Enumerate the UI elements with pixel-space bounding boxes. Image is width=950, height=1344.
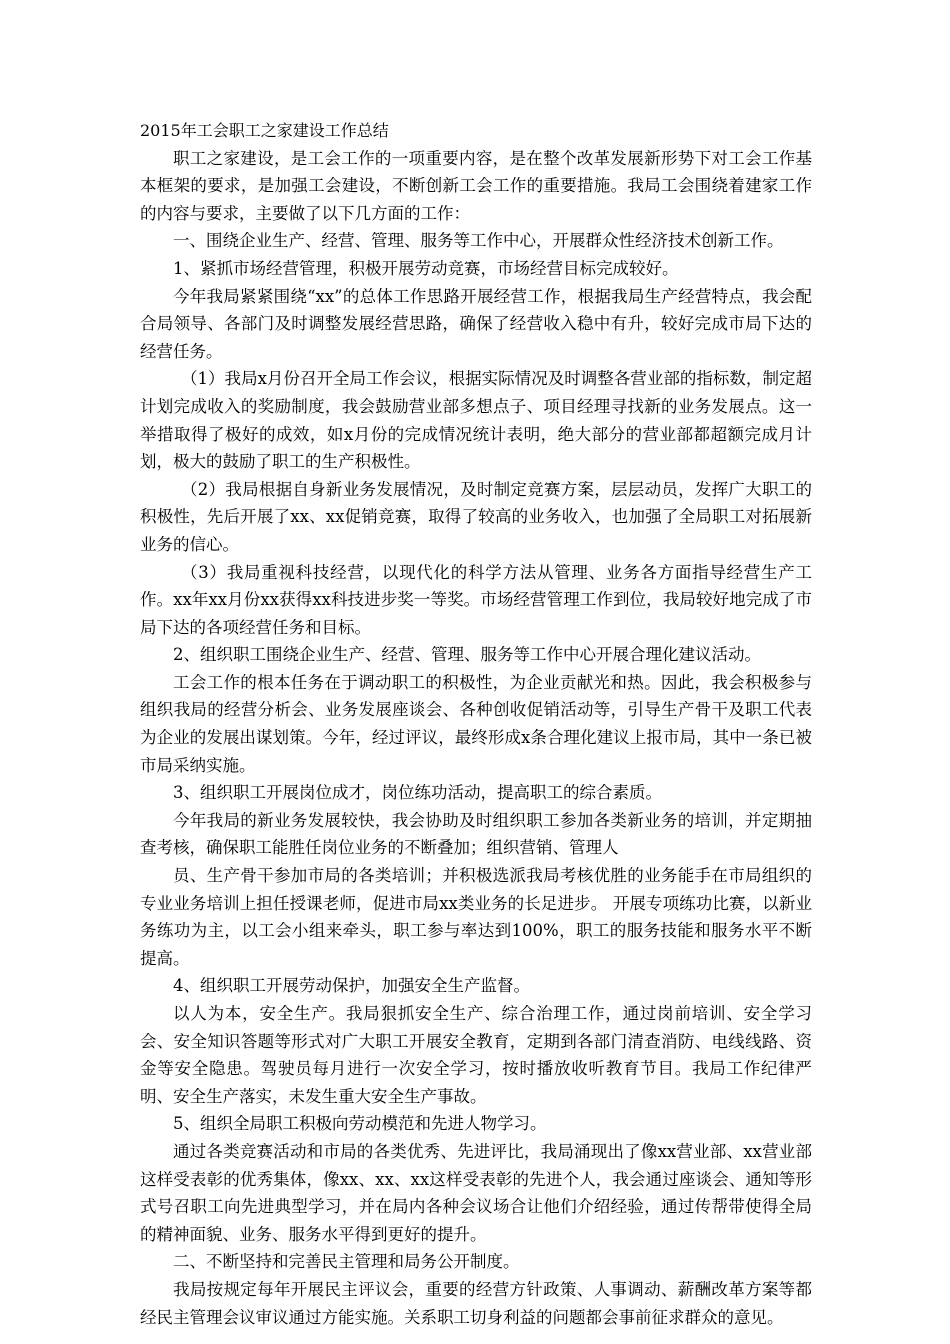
paragraph: 工会工作的根本任务在于调动职工的积极性，为企业贡献光和热。因此，我会积极参与组织我局的经营分析会、业务发展座谈会、各种创收促销活动等，引导生产骨干及职工代表为企业的发展出谋划策。今年，经过评议，最终形成x条合理化建议上报市局，其中一条已被市局采纳实施。: [140, 672, 812, 775]
paragraph: 今年我局紧紧围绕“xx”的总体工作思路开展经营工作，根据我局生产经营特点，我会配合局领导、各部门及时调整发展经营思路，确保了经营收入稳中有升，较好完成市局下达的经营任务。: [140, 286, 812, 361]
section-heading-2: 二、不断坚持和完善民主管理和局务公开制度。: [173, 1252, 520, 1272]
paragraph: 今年我局的新业务发展较快，我会协助及时组织职工参加各类新业务的培训，并定期抽查考核，确保职工能胜任岗位业务的不断叠加；组织营销、管理人: [140, 810, 812, 858]
document-body: [140, 117, 812, 1331]
subsection-heading-3: 3、组织职工开展岗位成才，岗位练功活动，提高职工的综合素质。: [173, 783, 662, 803]
list-item-2: （2）我局根据自身新业务发展情况，及时制定竞赛方案，层层动员，发挥广大职工的积极性，先后开展了xx、xx促销竞赛，取得了较高的业务收入，也加强了全局职工对拓展新业务的信心。: [140, 479, 812, 554]
paragraph-intro: 职工之家建设，是工会工作的一项重要内容，是在整个改革发展新形势下对工会工作基本框架的要求，是加强工会建设，不断创新工会工作的重要措施。我局工会围绕着建家工作的内容与要求，主要做了以下几方面的工作：: [140, 148, 812, 223]
subsection-heading-1: 1、紧抓市场经营管理，积极开展劳动竞赛，市场经营目标完成较好。: [173, 258, 679, 278]
subsection-heading-2: 2、组织职工围绕企业生产、经营、管理、服务等工作中心开展合理化建议活动。: [173, 645, 761, 665]
paragraph: 我局按规定每年开展民主评议会，重要的经营方针政策、人事调动、薪酬改革方案等都经民主管理会议审议通过方能实施。关系职工切身利益的问题都会事前征求群众的意见。: [140, 1279, 812, 1327]
list-item-3: （3）我局重视科技经营，以现代化的科学方法从管理、业务各方面指导经营生产工作。xx年xx月份xx获得xx科技进步奖一等奖。市场经营管理工作到位，我局较好地完成了市局下达的各项经营任务和目标。: [140, 562, 812, 637]
subsection-heading-5: 5、组织全局职工积极向劳动模范和先进人物学习。: [173, 1114, 547, 1134]
paragraph: 通过各类竞赛活动和市局的各类优秀、先进评比，我局涌现出了像xx营业部、xx营业部这样受表彰的优秀集体，像xx、xx、xx这样受表彰的先进个人，我会通过座谈会、通知等形式号召职工向先进典型学习，并在局内各种会议场合让他们介绍经验，通过传帮带使得全局的精神面貌、业务、服务水平得到更好的提升。: [140, 1141, 812, 1244]
list-item-1: （1）我局x月份召开全局工作会议，根据实际情况及时调整各营业部的指标数，制定超计划完成收入的奖励制度，我会鼓励营业部多想点子、项目经理寻找新的业务发展点。这一举措取得了极好的成效，如x月份的完成情况统计表明，绝大部分的营业部都超额完成月计划，极大的鼓励了职工的生产积极性。: [140, 369, 812, 472]
paragraph-continued: 员、生产骨干参加市局的各类培训；并积极选派我局考核优胜的业务能手在市局组织的专业业务培训上担任授课老师，促进市局xx类业务的长足进步。 开展专项练功比赛，以新业务练功为主，以工会小组来牵头，职工参与率达到100%，职工的服务技能和服务水平不断提高。: [140, 866, 812, 968]
paragraph: 以人为本，安全生产。我局狠抓安全生产、综合治理工作，通过岗前培训、安全学习会、安全知识答题等形式对广大职工开展安全教育，定期到各部门清查消防、电线线路、资金等安全隐患。驾驶员每月进行一次安全学习，按时播放收听教育节目。我局工作纪律严明、安全生产落实，未发生重大安全生产事故。: [140, 1004, 812, 1106]
section-heading-1: 一、围绕企业生产、经营、管理、服务等工作中心，开展群众性经济技术创新工作。: [173, 231, 784, 251]
document-title: 2015年工会职工之家建设工作总结: [140, 121, 389, 140]
subsection-heading-4: 4、组织职工开展劳动保护，加强安全生产监督。: [173, 976, 530, 996]
